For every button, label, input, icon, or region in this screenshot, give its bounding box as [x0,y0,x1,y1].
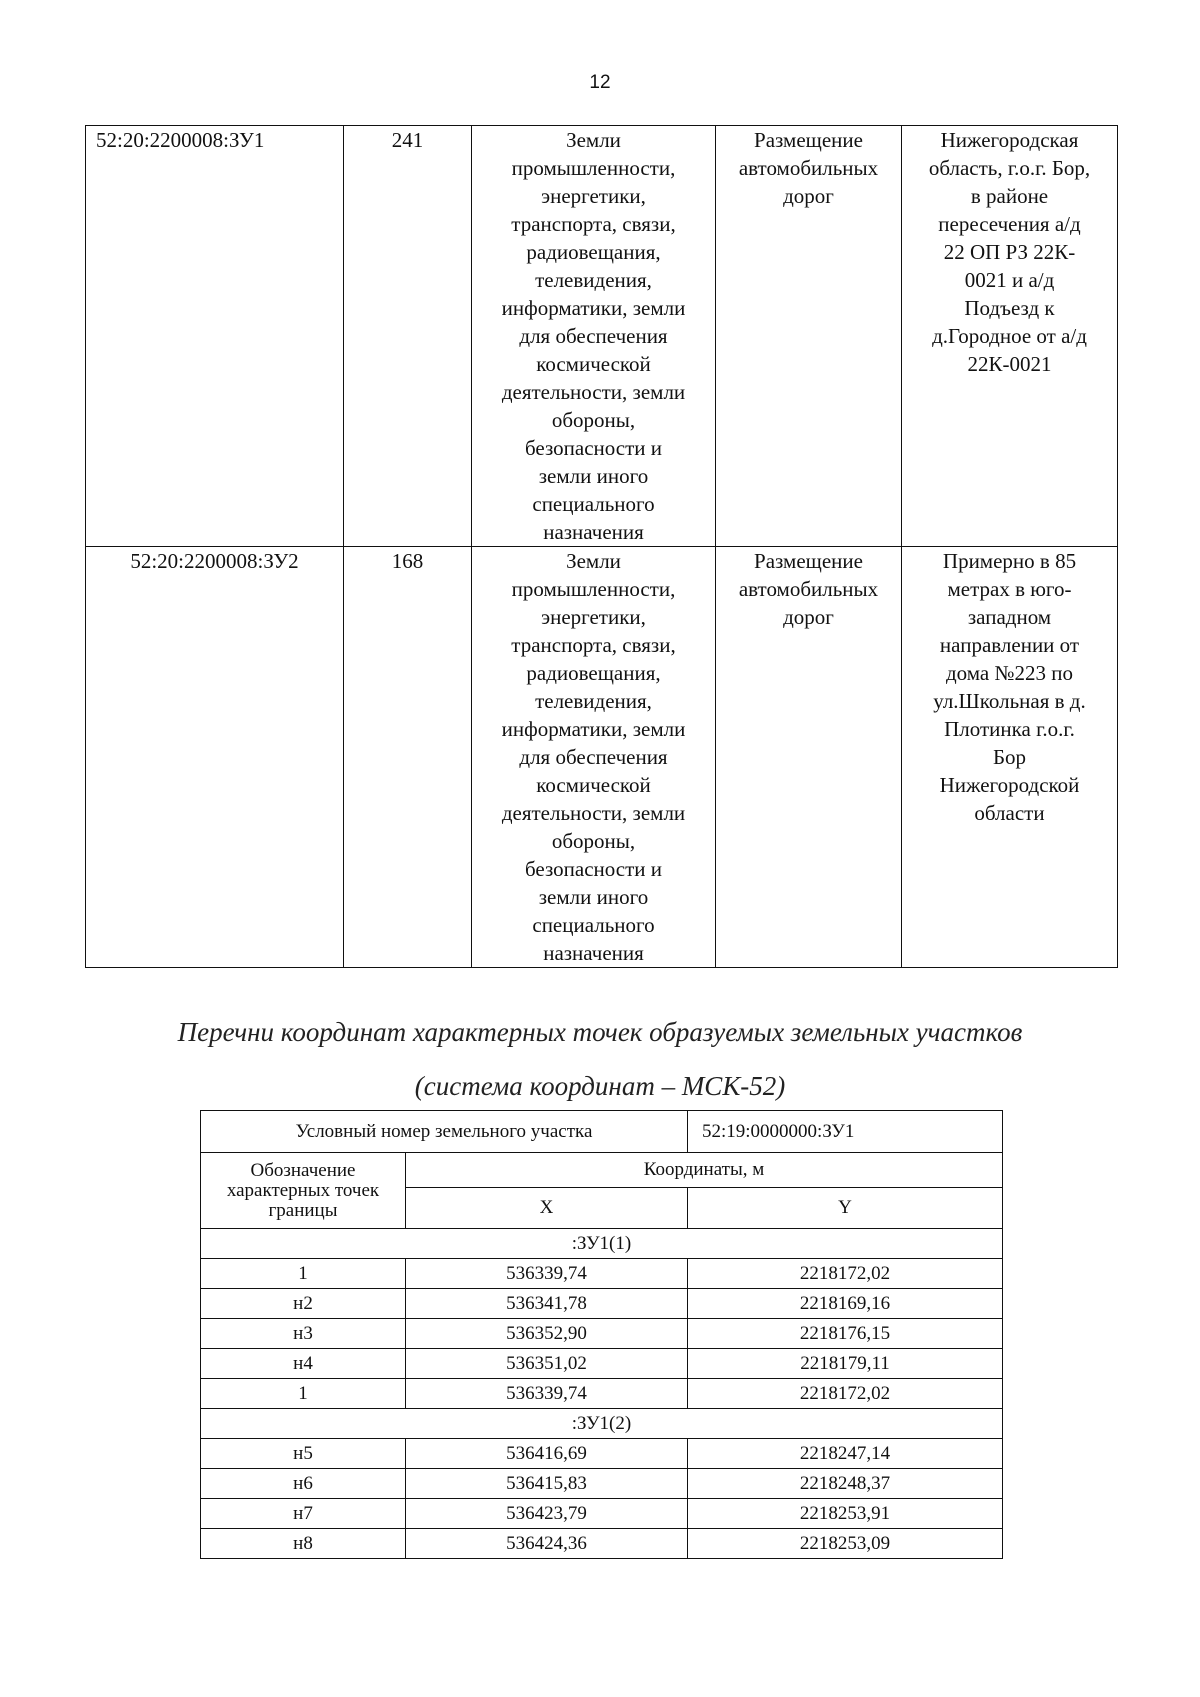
land-plots-table [85,125,1118,968]
cell-line: дорог [783,184,834,208]
cell-y: 2218169,16 [688,1289,1003,1319]
group-title: :ЗУ1(2) [201,1409,1003,1439]
heading-line: (система координат – МСК-52) [414,1071,786,1101]
cell-x: 536352,90 [406,1319,688,1349]
coordinates-table [200,1110,1003,1559]
cell-line: информатики, земли [501,296,686,320]
y-header: Y [688,1188,1003,1229]
plot-number: 52:20:2200008:ЗУ2 [86,547,344,968]
cell-x: 536423,79 [406,1499,688,1529]
header-line: характерных точек [226,1179,380,1201]
cell-line: направлении от [939,633,1080,657]
plot-category [472,126,716,547]
cell-line: обороны, [551,408,636,432]
cell-line: западном [967,605,1052,629]
group-title: :ЗУ1(1) [201,1229,1003,1259]
cell-line: деятельности, земли [501,801,686,825]
table-row [201,1319,1003,1349]
cell-line: метрах в юго- [947,577,1072,601]
cell-y: 2218172,02 [688,1379,1003,1409]
table-row [201,1529,1003,1559]
table-row [201,1259,1003,1289]
cell-line: области [974,801,1045,825]
point-mark-header [201,1153,406,1229]
table-row [201,1469,1003,1499]
cell-line: космической [536,773,651,797]
cell-line: телевидения, [535,268,652,292]
group-row [201,1409,1003,1439]
cell-line: пересечения а/д [938,212,1081,236]
table-row [201,1289,1003,1319]
cell-line: назначения [543,520,644,544]
cell-line: 22 ОП РЗ 22К- [943,240,1076,264]
cell-line: ул.Школьная в д. [933,689,1086,713]
group-row [201,1229,1003,1259]
cell-point: н2 [201,1289,406,1319]
cell-x: 536351,02 [406,1349,688,1379]
cell-line: космической [536,352,651,376]
cell-line: энергетики, [541,184,646,208]
cell-line: обороны, [551,829,636,853]
cell-x: 536339,74 [406,1379,688,1409]
cell-line: Плотинка г.о.г. [944,717,1075,741]
cell-line: транспорта, связи, [511,633,676,657]
cell-line: дома №223 по [945,661,1074,685]
cell-point: 1 [201,1259,406,1289]
cell-line: Земли [566,549,621,573]
cell-point: н4 [201,1349,406,1379]
page-number: 12 [589,72,611,93]
plot-area: 241 [344,126,472,547]
cell-line: д.Городное от а/д [932,324,1087,348]
plot-value: 52:19:0000000:ЗУ1 [688,1111,1003,1153]
cell-line: Земли [566,128,621,152]
cell-y: 2218253,09 [688,1529,1003,1559]
plot-number: 52:20:2200008:ЗУ1 [86,126,344,547]
cell-line: 0021 и а/д [964,268,1055,292]
cell-line: для обеспечения [519,324,668,348]
cell-y: 2218247,14 [688,1439,1003,1469]
cell-line: энергетики, [541,605,646,629]
cell-y: 2218253,91 [688,1499,1003,1529]
cell-point: н7 [201,1499,406,1529]
cell-line: промышленности, [511,577,676,601]
cell-line: безопасности и [524,436,663,460]
cell-line: информатики, земли [501,717,686,741]
coordinates-header: Координаты, м [406,1153,1003,1188]
cell-y: 2218248,37 [688,1469,1003,1499]
cell-y: 2218176,15 [688,1319,1003,1349]
cell-x: 536424,36 [406,1529,688,1559]
cell-x: 536339,74 [406,1259,688,1289]
cell-line: специального [532,492,655,516]
cell-line: земли иного [538,885,649,909]
cell-line: автомобильных [738,156,879,180]
cell-line: Подъезд к [964,296,1055,320]
cell-line: специального [532,913,655,937]
section-heading [0,1005,1200,1113]
cell-point: н3 [201,1319,406,1349]
cell-line: Бор [992,745,1027,769]
cell-line: Примерно в 85 [942,549,1077,573]
cell-line: радиовещания, [526,240,661,264]
heading-line: Перечни координат характерных точек образуемых земельных участков [177,1017,1023,1047]
cell-y: 2218179,11 [688,1349,1003,1379]
cell-line: 22К-0021 [967,352,1052,376]
table-row [201,1439,1003,1469]
cell-line: земли иного [538,464,649,488]
cell-line: безопасности и [524,857,663,881]
plot-use [716,126,902,547]
cell-line: дорог [783,605,834,629]
cell-line: Размещение [754,128,863,152]
cell-line: автомобильных [738,577,879,601]
cell-point: н8 [201,1529,406,1559]
cell-line: назначения [543,941,644,965]
cell-line: деятельности, земли [501,380,686,404]
cell-line: транспорта, связи, [511,212,676,236]
cell-point: н5 [201,1439,406,1469]
cell-line: Размещение [754,549,863,573]
table-row [201,1499,1003,1529]
cell-point: н6 [201,1469,406,1499]
plot-row [86,126,1118,547]
cell-line: область, г.о.г. Бор, [928,156,1091,180]
cell-line: промышленности, [511,156,676,180]
cell-line: в районе [970,184,1049,208]
plot-label: Условный номер земельного участка [201,1111,688,1153]
cell-line: Нижегородской [939,773,1080,797]
cell-point: 1 [201,1379,406,1409]
cell-line: телевидения, [535,689,652,713]
header-line: Обозначение [250,1159,356,1181]
plot-use [716,547,902,968]
cell-line: для обеспечения [519,745,668,769]
cell-line: радиовещания, [526,661,661,685]
header-line: границы [268,1199,338,1221]
plot-area: 168 [344,547,472,968]
plot-category [472,547,716,968]
table-row [201,1349,1003,1379]
plot-row [86,547,1118,968]
cell-x: 536415,83 [406,1469,688,1499]
cell-x: 536341,78 [406,1289,688,1319]
cell-x: 536416,69 [406,1439,688,1469]
x-header: X [406,1188,688,1229]
plot-address [902,547,1118,968]
cell-y: 2218172,02 [688,1259,1003,1289]
table-row [201,1379,1003,1409]
plot-address [902,126,1118,547]
cell-line: Нижегородская [940,128,1079,152]
